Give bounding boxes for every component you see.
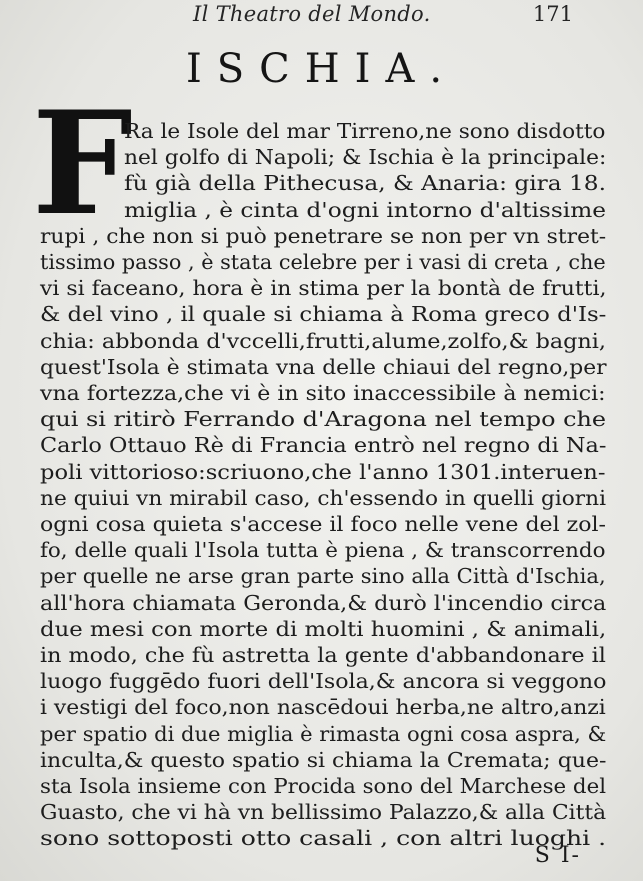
text-line: fo, delle quali l'Isola tutta è piena , & transcorrendo [40,538,606,562]
running-head [0,2,643,26]
text-line: qui si ritirò Ferrando d'Aragona nel tempo che [40,407,607,431]
text-line: rupi , che non si può penetrare se non per vn stret- [40,224,607,248]
text-line: Ra le Isole del mar Tirreno,ne sono disdotto [124,119,606,143]
text-line: vna fortezza,che vi è in sito inaccessibile à nemici: [40,381,606,405]
text-line: vi si faceano, hora è in stima per la bontà de frutti, [40,276,607,300]
text-line: poli vittorioso:scriuono,che l'anno 1301.interuen- [40,460,606,484]
text-line: luogo fuggēdo fuori dell'Isola,& ancora si veggono [40,669,607,693]
text-line: per spatio di due miglia è rimasta ogni cosa aspra, & [40,722,607,746]
text-line: ne quiui vn mirabil caso, ch'essendo in quelli giorni [40,486,606,510]
text-line: all'hora chiamata Geronda,& durò l'incendio circa [40,591,607,615]
text-line: in modo, che fù astretta la gente d'abbandonare il [40,643,606,667]
text-line: chia: abbonda d'vccelli,frutti,alume,zolfo,& bagni, [40,329,607,353]
text-line: nel golfo di Napoli; & Ischia è la principale: [124,145,607,169]
text-line: & del vino , il quale si chiama à Roma greco d'Is- [40,302,607,326]
running-title: Il Theatro del Mondo. [193,2,431,26]
text-line: sono sottoposti otto casali , con altri luoghi . [40,826,607,850]
text-line: i vestigi del foco,non nascēdoui herba,ne altro,anzi [40,695,606,719]
text-line: Carlo Ottauo Rè di Francia entrò nel regno di Na- [40,433,607,457]
text-line: fù già della Pithecusa, & Anaria: gira 18. [124,171,606,195]
page-number: 171 [532,2,573,26]
text-line: tissimo passo , è stata celebre per i vasi di creta , che [40,250,606,274]
catchword: S I- [534,843,581,868]
text-line: per quelle ne arse gran parte sino alla Città d'Ischia, [40,564,606,588]
drop-cap-initial: F [32,81,133,247]
chapter-title: ISCHIA. [185,46,458,92]
text-line: Guasto, che vi hà vn bellissimo Palazzo,& alla Città [40,800,607,824]
text-line: due mesi con morte di molti huomini , & animali, [40,617,607,641]
text-line: quest'Isola è stimata vna delle chiaui del regno,per [40,355,607,379]
text-line: sta Isola insieme con Procida sono del Marchese del [40,774,607,798]
text-line: inculta,& questo spatio si chiama la Cremata; que- [40,748,607,772]
text-line: miglia , è cinta d'ogni intorno d'altissime [124,198,607,222]
text-line: ogni cosa quieta s'accese il foco nelle vene del zol- [40,512,606,536]
